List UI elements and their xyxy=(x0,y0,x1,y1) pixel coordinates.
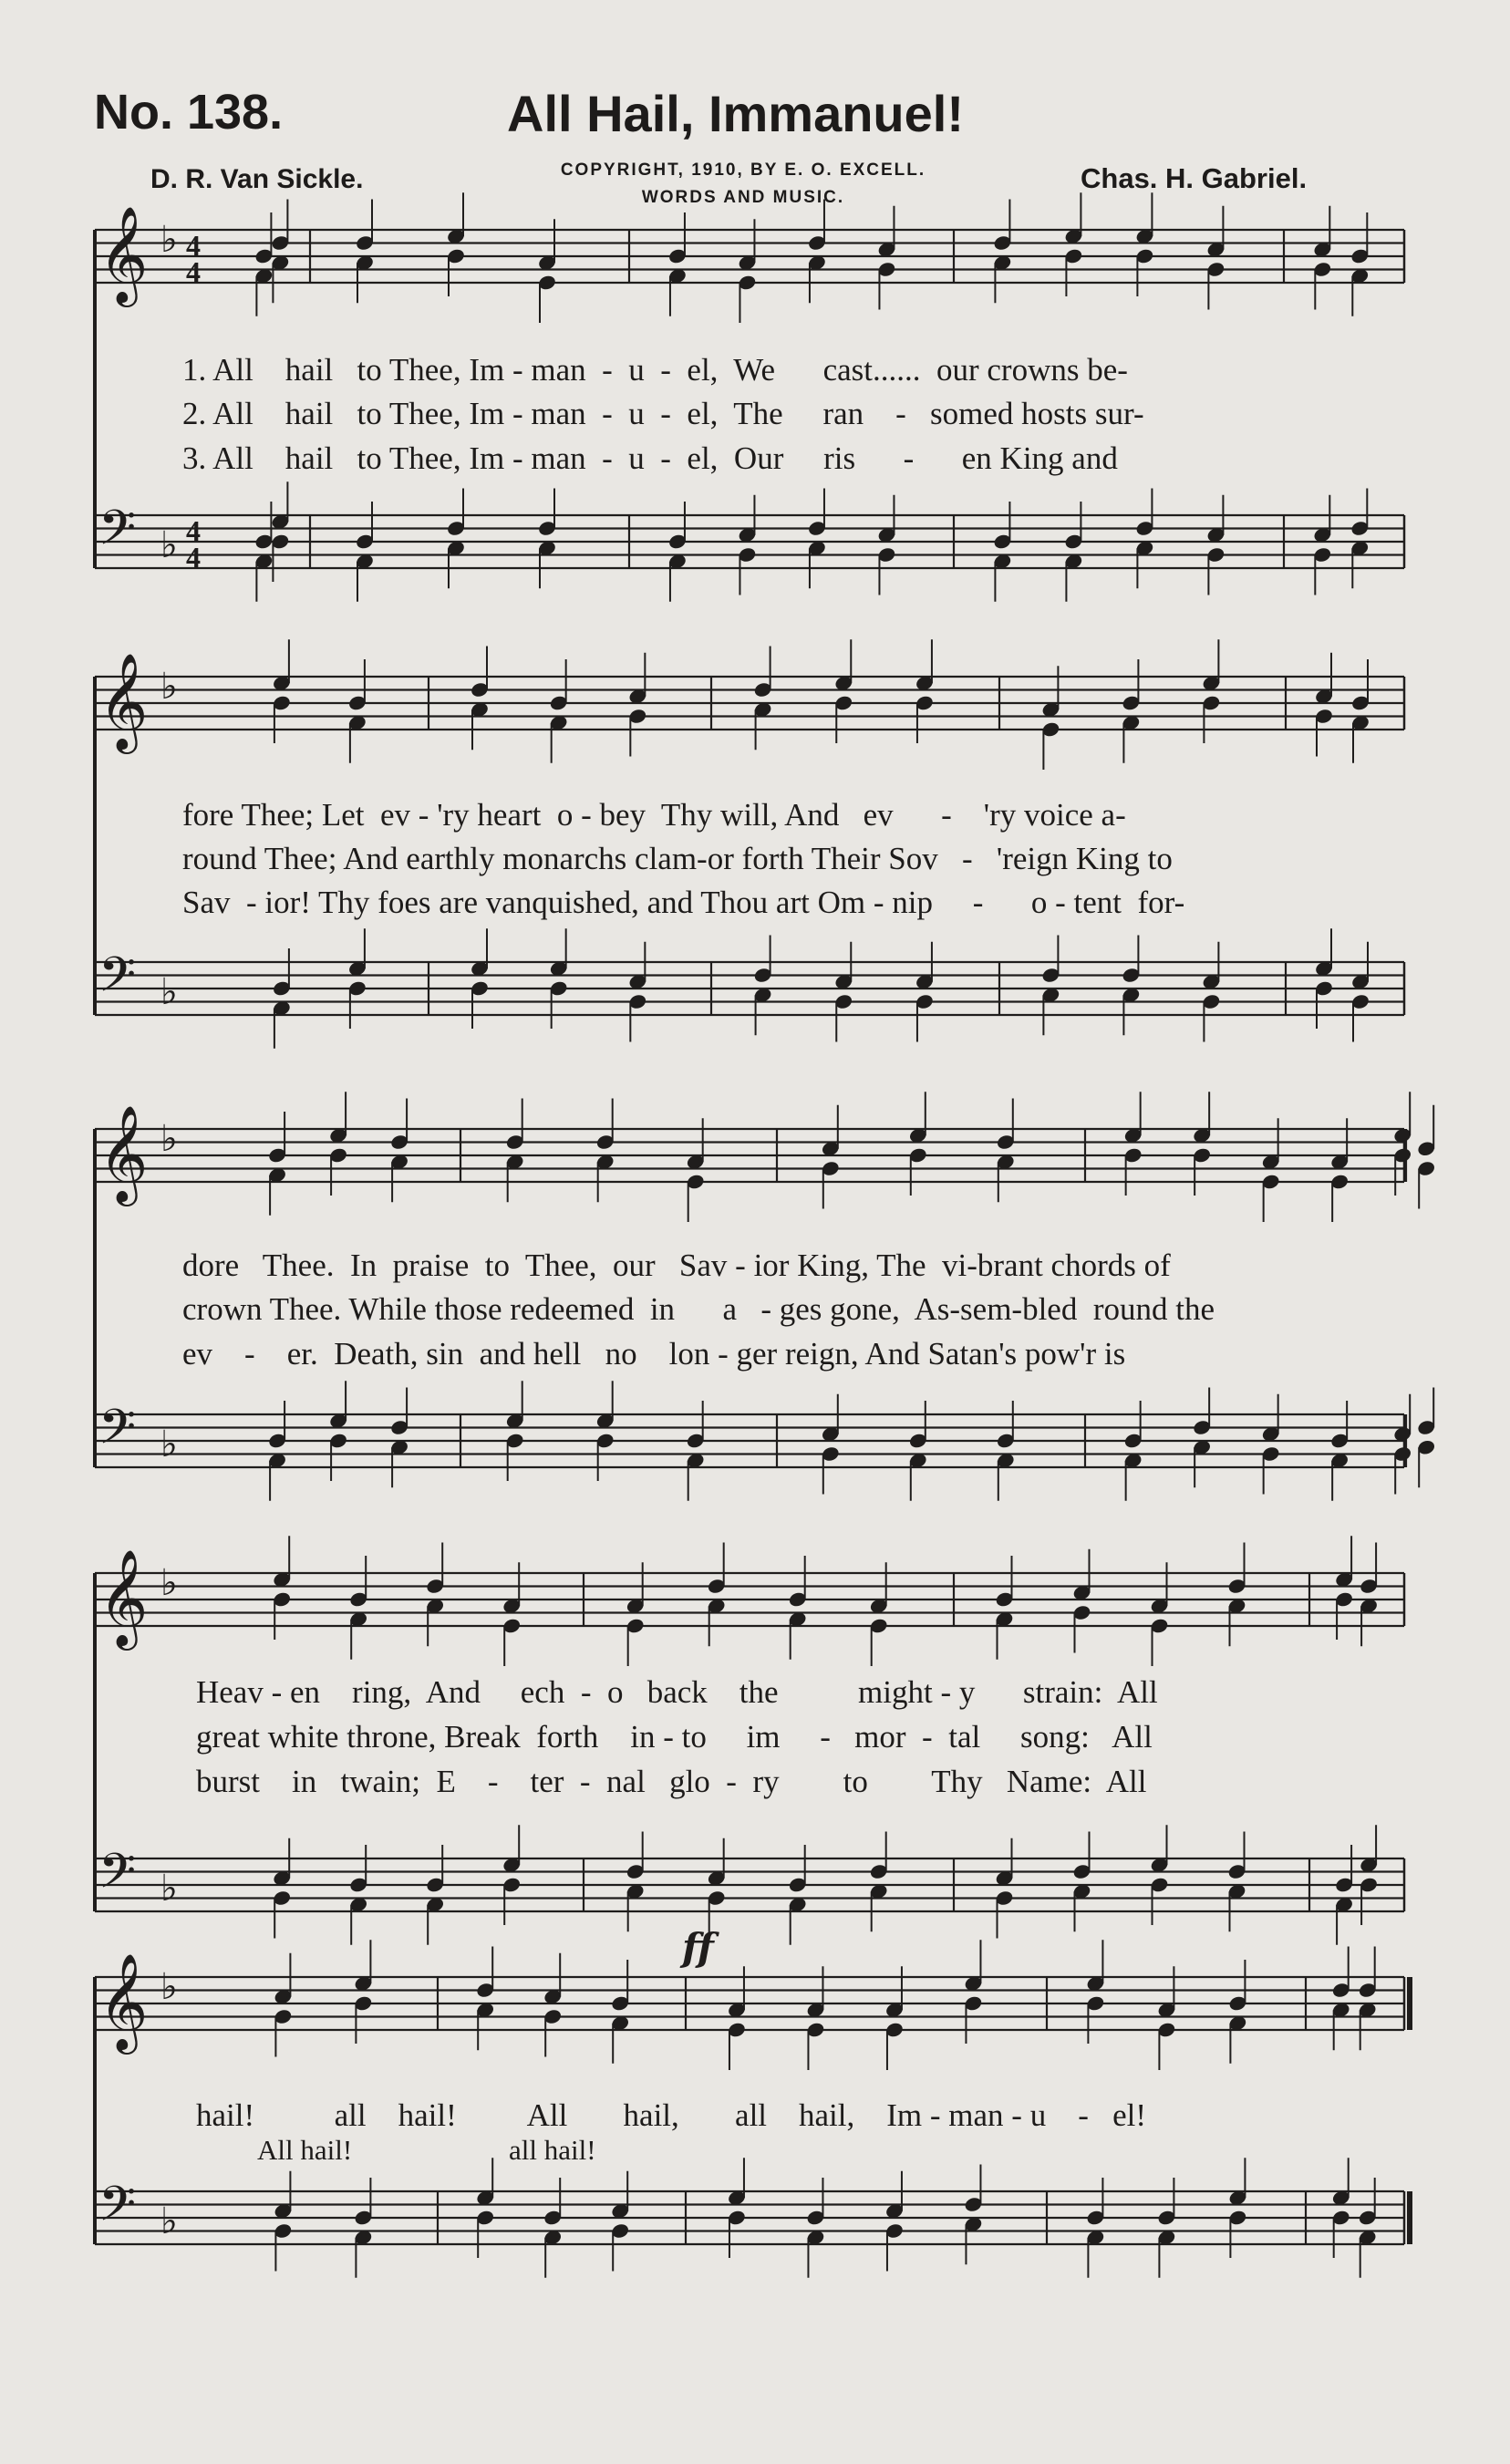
treble-clef: 𝄞 xyxy=(98,1548,149,1646)
bass-clef: 𝄢 xyxy=(98,501,137,568)
lyric-line-verse-3: 3. All hail to Thee, Im - man - u - el, Our ris - en King and xyxy=(182,440,1118,476)
lyric-line-verse-3: burst in twain; E - ter - nal glo - ry to Thy Name: All xyxy=(196,1764,1147,1799)
flat-sign: ♭ xyxy=(160,971,178,1013)
lyric-line-verse-1: dore Thee. In praise to Thee, our Sav - ior King, The vi-brant chords of xyxy=(182,1248,1171,1283)
bass-clef: 𝄢 xyxy=(98,947,137,1015)
flat-sign: ♭ xyxy=(160,1118,178,1160)
author-credit: D. R. Van Sickle. xyxy=(150,164,364,194)
lyric-line-verse-2: crown Thee. While those redeemed in a - ges gone, As-sem-bled round the xyxy=(182,1291,1215,1327)
flat-sign: ♭ xyxy=(160,1966,178,2008)
time-signature: 4 xyxy=(186,229,201,262)
copyright-notice xyxy=(511,157,976,212)
flat-sign: ♭ xyxy=(160,1562,178,1604)
lyric-line-verse-2: great white throne, Break forth in - to im - mor - tal song: All xyxy=(196,1719,1153,1755)
time-signature: 4 xyxy=(186,514,201,547)
flat-sign: ♭ xyxy=(160,1868,178,1910)
treble-clef: 𝄞 xyxy=(98,652,149,750)
flat-sign: ♭ xyxy=(160,524,178,566)
dynamic-marking: ff xyxy=(682,1925,714,1970)
lyric-line-refrain: hail! all hail! All hail, all hail, Im - man - u - el! xyxy=(196,2097,1147,2133)
bass-interjection: All hail! xyxy=(257,2134,353,2166)
treble-clef: 𝄞 xyxy=(98,1952,149,2050)
bass-clef: 𝄢 xyxy=(98,1844,137,1911)
treble-clef: 𝄞 xyxy=(98,205,149,303)
flat-sign: ♭ xyxy=(160,666,178,708)
hymn-title: All Hail, Immanuel! xyxy=(507,85,964,142)
bass-clef: 𝄢 xyxy=(98,1400,137,1467)
flat-sign: ♭ xyxy=(160,2200,178,2242)
flat-sign: ♭ xyxy=(160,1424,178,1465)
time-signature: 4 xyxy=(186,255,201,288)
copyright-line: WORDS AND MUSIC. xyxy=(641,188,845,207)
composer-credit: Chas. H. Gabriel. xyxy=(1081,162,1308,194)
lyric-line-verse-1: fore Thee; Let ev - 'ry heart o - bey Thy will, And ev - 'ry voice a- xyxy=(182,797,1126,833)
copyright-line: COPYRIGHT, 1910, BY E. O. EXCELL. xyxy=(560,160,926,180)
lyric-line-verse-2: 2. All hail to Thee, Im - man - u - el, The ran - somed hosts sur- xyxy=(182,396,1144,431)
time-signature: 4 xyxy=(186,541,201,574)
treble-clef: 𝄞 xyxy=(98,1104,149,1202)
lyric-line-verse-3: Sav - ior! Thy foes are vanquished, and Thou art Om - nip - o - tent for- xyxy=(182,885,1185,920)
lyric-line-verse-1: Heav - en ring, And ech - o back the might - y strain: All xyxy=(196,1674,1158,1710)
flat-sign: ♭ xyxy=(160,219,178,261)
bass-clef: 𝄢 xyxy=(98,2177,137,2244)
lyric-line-verse-1: 1. All hail to Thee, Im - man - u - el, We cast...... our crowns be- xyxy=(182,352,1128,388)
lyric-line-verse-2: round Thee; And earthly monarchs clam-or forth Their Sov - 'reign King to xyxy=(182,841,1173,876)
hymn-number: No. 138. xyxy=(94,85,284,140)
bass-interjection: all hail! xyxy=(509,2134,596,2166)
lyric-line-verse-3: ev - er. Death, sin and hell no lon - ger reign, And Satan's pow'r is xyxy=(182,1336,1126,1372)
